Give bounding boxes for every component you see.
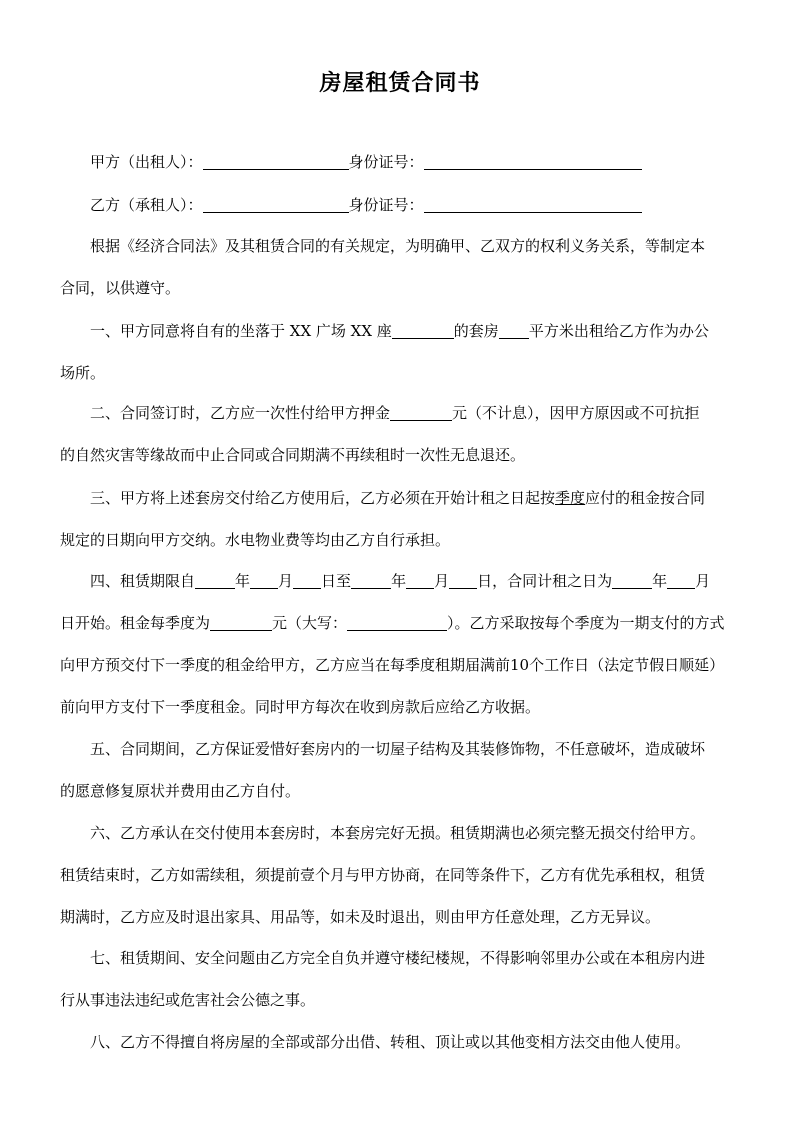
party-a-id-label: 身份证号： xyxy=(348,153,424,171)
month-label-3: 月 xyxy=(695,572,711,590)
year-label-2: 年 xyxy=(391,572,407,590)
clause-3-line-1 xyxy=(90,487,705,509)
party-b-id-label: 身份证号： xyxy=(348,196,424,214)
clause-4-line-4: 前向甲方支付下一季度租金。同时甲方每次在收到房款后应给乙方收据。 xyxy=(60,698,541,716)
clause-3-line-2: 规定的日期向甲方交纳。水电物业费等均由乙方自行承担。 xyxy=(60,531,451,549)
clause-7-line-2: 行从事违法违纪或危害社会公德之事。 xyxy=(60,991,316,1009)
clause-4-line-2 xyxy=(60,612,725,634)
party-b-name-blank xyxy=(203,196,349,213)
party-a-label: 甲方（出租人）： xyxy=(90,153,203,171)
clause-1-line-1 xyxy=(90,320,709,342)
clause-1-text-b: 的套房 xyxy=(453,322,499,340)
day-to-label: 日至 xyxy=(321,572,352,590)
clause-6-line-2: 租赁结束时，乙方如需续租，须提前壹个月与甲方协商，在同等条件下，乙方有优先承租权，租赁 xyxy=(60,866,706,884)
end-year-blank xyxy=(351,572,391,589)
clause-2-line-1 xyxy=(90,402,700,424)
party-a-line xyxy=(90,151,642,173)
clause-2-text-a: 二、合同签订时，乙方应一次性付给甲方押金 xyxy=(90,404,391,422)
payment-period-underlined: 季度 xyxy=(555,489,586,507)
party-b-id-blank xyxy=(424,196,642,213)
clause-7-line-1: 七、租赁期间、安全问题由乙方完全自负并遵守楼纪楼规，不得影响邻里办公或在本租房内进 xyxy=(90,949,706,967)
party-b-line xyxy=(90,194,642,216)
clause-1-line-2: 场所。 xyxy=(60,364,106,382)
end-day-blank xyxy=(449,572,477,589)
rent-in-words-blank xyxy=(347,614,447,631)
party-b-label: 乙方（承租人）： xyxy=(90,196,203,214)
intro-line-1: 根据《经济合同法》及其租赁合同的有关规定，为明确甲、乙双方的权利义务关系，等制定本 xyxy=(90,237,706,255)
clause-4-text-l2a: 日开始。租金每季度为 xyxy=(60,614,211,632)
clause-4-line-3: 向甲方预交付下一季度的租金给甲方，乙方应当在每季度租期届满前10个工作日（法定节假日顺延） xyxy=(60,656,725,674)
month-label-1: 月 xyxy=(278,572,294,590)
clause-4-text-a: 四、租赁期限自 xyxy=(90,572,196,590)
clause-6-line-1: 六、乙方承认在交付使用本套房时，本套房完好无损。租赁期满也必须完整无损交付给甲方。 xyxy=(90,824,706,842)
rent-start-month-blank xyxy=(667,572,695,589)
room-number-blank xyxy=(392,322,454,339)
clause-1-text-c: 平方米出租给乙方作为办公 xyxy=(528,322,709,340)
intro-line-2: 合同，以供遵守。 xyxy=(60,279,181,297)
year-label-1: 年 xyxy=(235,572,251,590)
start-month-blank xyxy=(250,572,278,589)
clause-4-text-l2b: 元（大写： xyxy=(272,614,348,632)
clause-6-line-3: 期满时，乙方应及时退出家具、用品等，如未及时退出，则由甲方任意处理，乙方无异议。 xyxy=(60,908,661,926)
clause-5-line-1: 五、合同期间，乙方保证爱惜好套房内的一切屋子结构及其装修饰物，不任意破坏，造成破坏 xyxy=(90,740,706,758)
rent-start-year-blank xyxy=(612,572,652,589)
end-month-blank xyxy=(406,572,434,589)
year-label-3: 年 xyxy=(652,572,668,590)
deposit-blank xyxy=(390,404,452,421)
clause-4-text-l2c: ）。乙方采取按每个季度为一期支付的方式 xyxy=(447,614,725,632)
clause-2-line-2: 的自然灾害等缘故而中止合同或合同期满不再续租时一次性无息退还。 xyxy=(60,446,526,464)
start-year-blank xyxy=(195,572,235,589)
area-blank xyxy=(499,322,529,339)
clause-1-text-a: 一、甲方同意将自有的坐落于 XX 广场 XX 座 xyxy=(90,322,392,340)
clause-5-line-2: 的愿意修复原状并费用由乙方自付。 xyxy=(60,782,301,800)
party-a-name-blank xyxy=(203,153,349,170)
clause-8-line-1: 八、乙方不得擅自将房屋的全部或部分出借、转租、顶让或以其他变相方法交由他人使用。 xyxy=(90,1033,691,1051)
clause-4-line-1 xyxy=(90,570,710,592)
clause-3-text-a: 三、甲方将上述套房交付给乙方使用后，乙方必须在开始计租之日起按 xyxy=(90,489,556,507)
start-day-blank xyxy=(293,572,321,589)
month-label-2: 月 xyxy=(434,572,450,590)
quarterly-rent-blank xyxy=(210,614,272,631)
day-end-label: 日，合同计租之日为 xyxy=(477,572,613,590)
clause-3-text-c: 应付的租金按合同 xyxy=(585,489,706,507)
party-a-id-blank xyxy=(424,153,642,170)
clause-2-text-b: 元（不计息），因甲方原因或不可抗拒 xyxy=(452,404,700,422)
document-title: 房屋租赁合同书 xyxy=(319,70,481,96)
